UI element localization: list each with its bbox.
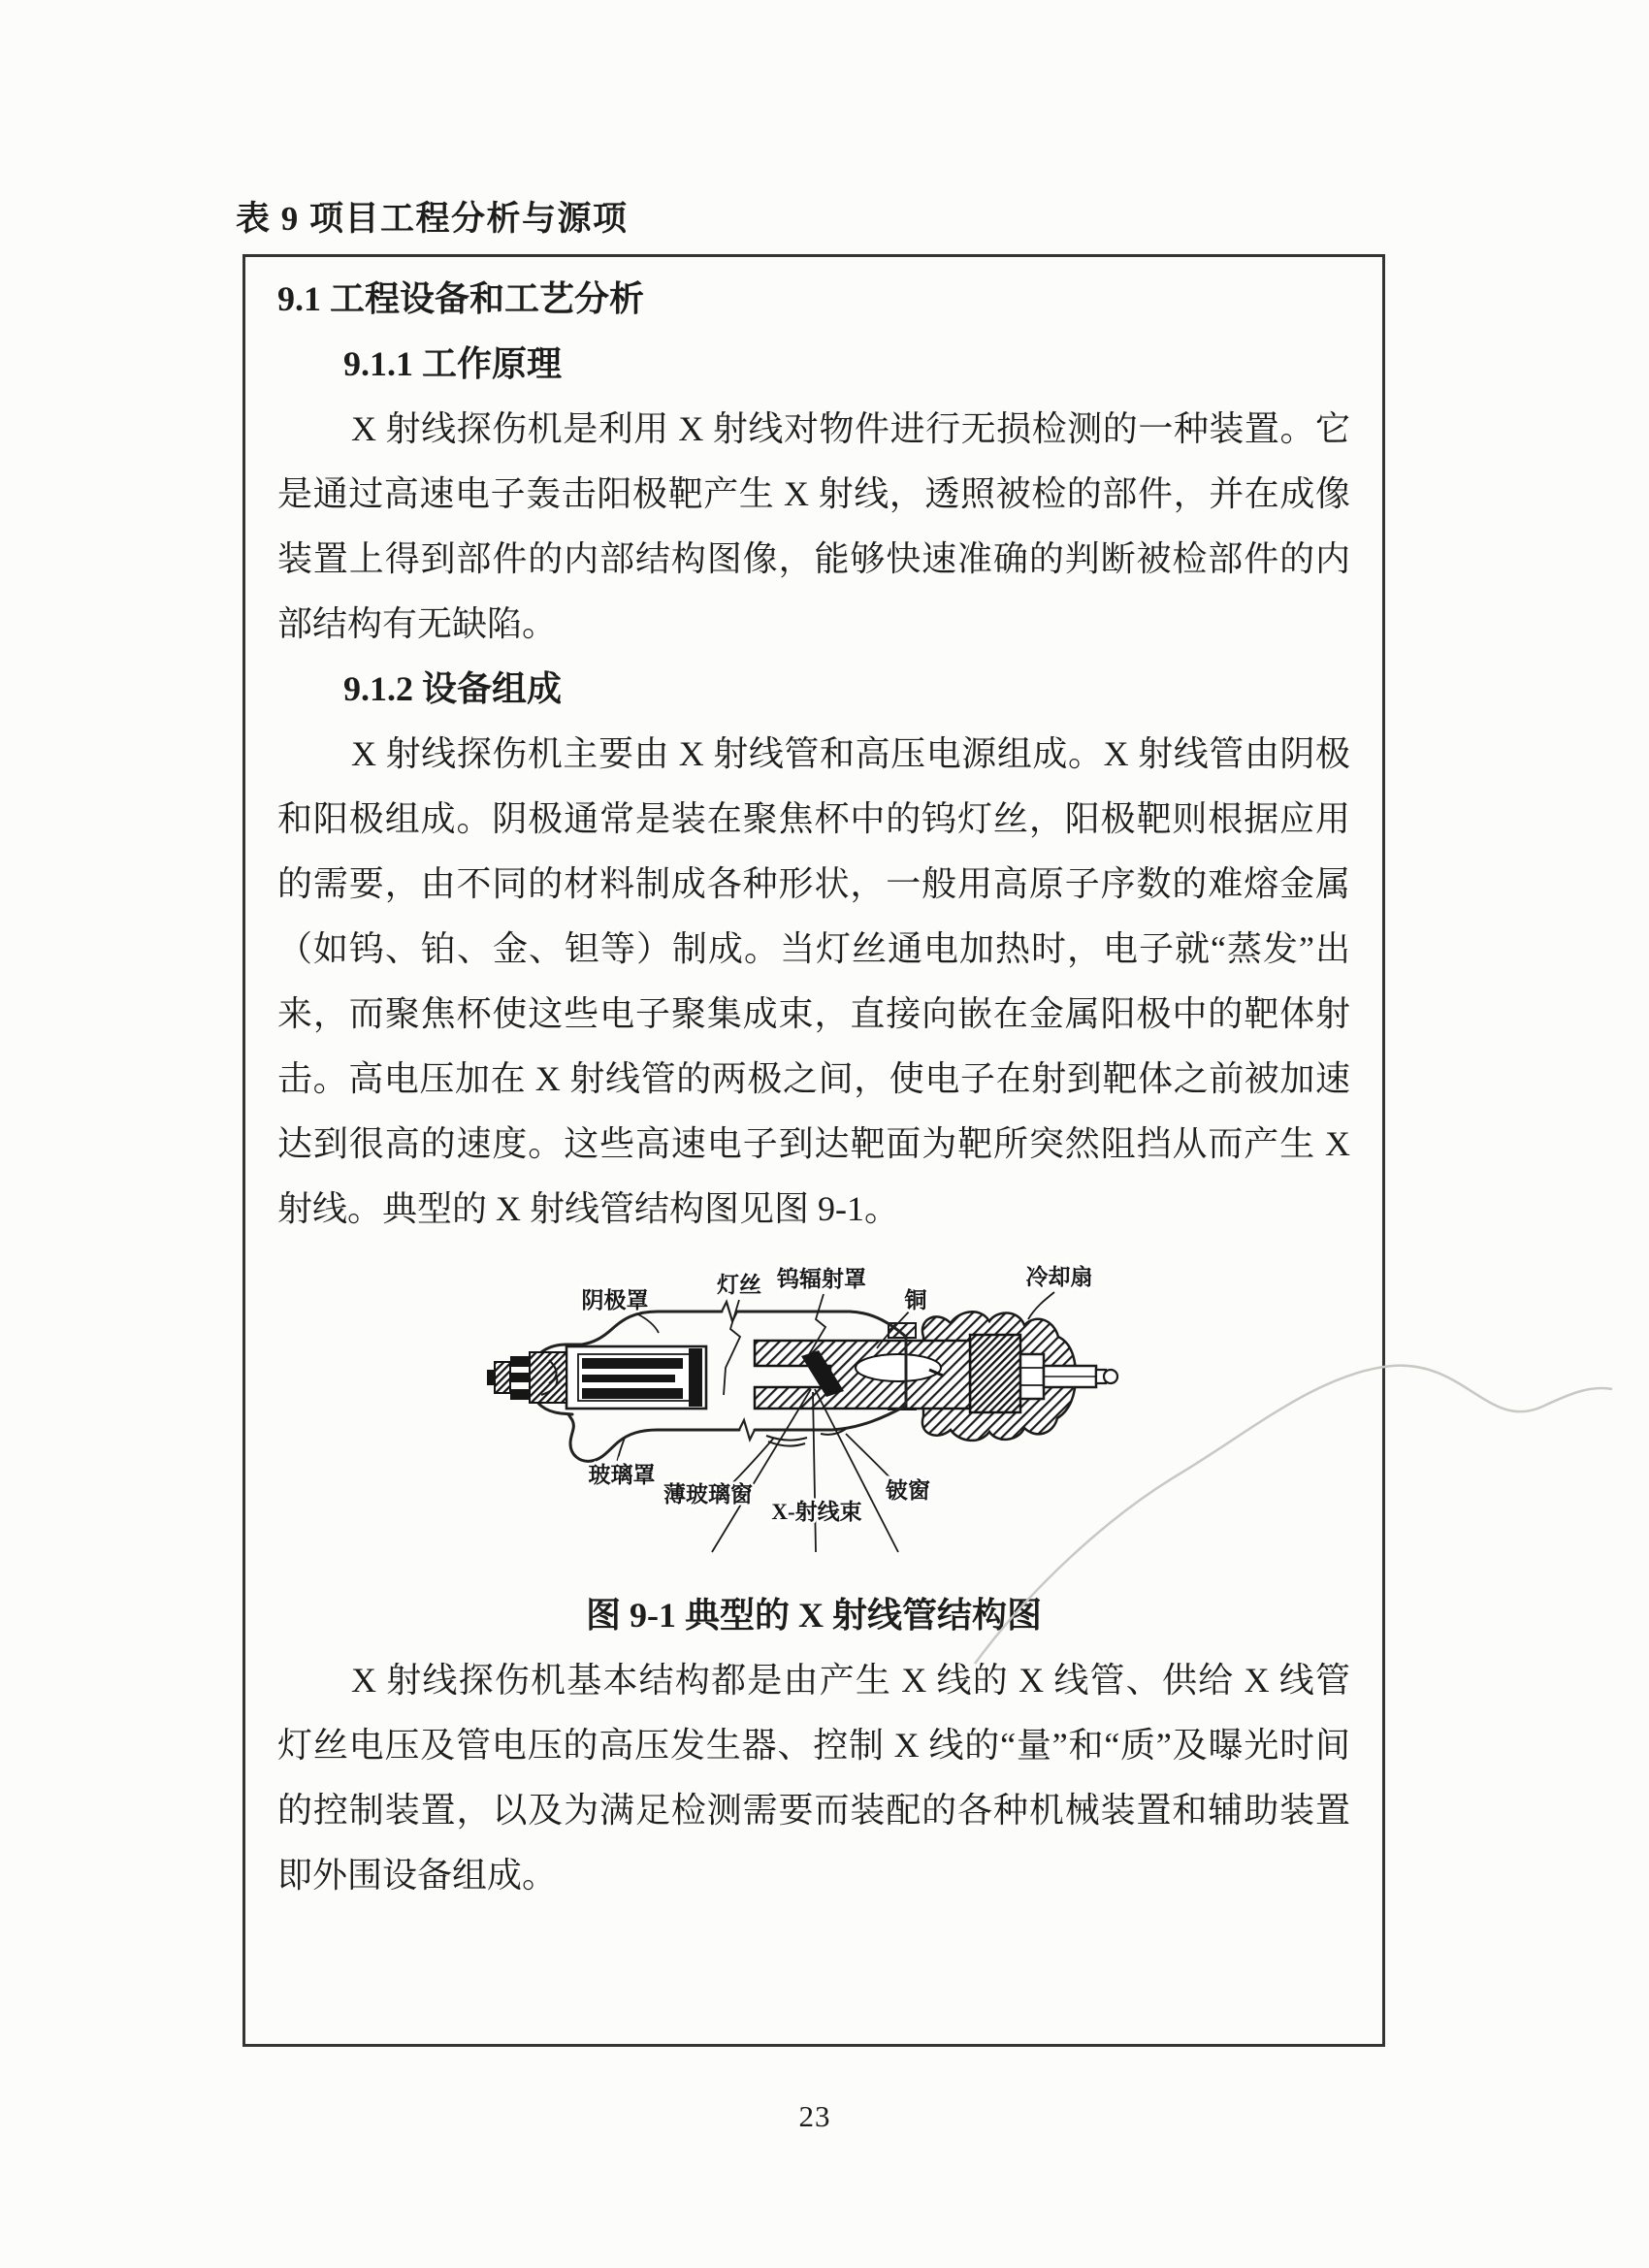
xray-tube-diagram <box>349 1244 1135 1583</box>
paragraph-equipment-composition: X 射线探伤机主要由 X 射线管和高压电源组成。X 射线管由阴极和阳极组成。阴极通常是装在聚焦杯中的钨灯丝，阳极靶则根据应用的需要，由不同的材料制成各种形状，一般用高原子序数的难熔金属（如钨、铂、金、钽等）制成。当灯丝通电加热时，电子就“蒸发”出来，而聚焦杯使这些电子聚集成束，直接向嵌在金属阳极中的靶体射击。高电压加在 X 射线管的两极之间，使电子在射到靶体之前被加速达到很高的速度。这些高速电子到达靶面为靶所突然阻挡从而产生 X 射线。典型的 X 射线管结构图见图 9-1。 <box>277 734 1350 1228</box>
label-filament: 灯丝 <box>717 1273 761 1297</box>
cathode-assembly-shape <box>487 1346 706 1409</box>
xray-beam-lines <box>712 1389 898 1552</box>
label-beryllium-window: 铍窗 <box>886 1478 930 1503</box>
paragraph-working-principle: X 射线探伤机是利用 X 射线对物件进行无损检测的一种装置。它是通过高速电子轰击阳极靶产生 X 射线，透照被检的部件，并在成像装置上得到部件的内部结构图像，能够快速准确的判断被检部件的内部结构有无缺陷。 <box>277 409 1350 643</box>
anode-cavity <box>856 1354 941 1381</box>
label-glass-cover: 玻璃罩 <box>588 1463 656 1487</box>
label-cooling-fan: 冷却扇 <box>1025 1265 1093 1289</box>
page-number: 23 <box>798 2099 831 2133</box>
label-copper: 铜 <box>904 1288 927 1312</box>
label-cathode-cover-icon: 阴极罩 <box>581 1288 649 1312</box>
break-squiggle-bottom <box>739 1420 755 1440</box>
content-box <box>242 254 1385 2047</box>
heading-9-1: 9.1 工程设备和工艺分析 <box>277 279 645 318</box>
heading-9-1-1: 9.1.1 工作原理 <box>343 344 563 383</box>
figure-caption: 图 9-1 典型的 X 射线管结构图 <box>586 1596 1042 1635</box>
doc-title: 表 9 项目工程分析与源项 <box>236 200 629 238</box>
label-xray-beam: X-射线束 <box>771 1500 862 1524</box>
heading-9-1-2: 9.1.2 设备组成 <box>343 669 563 708</box>
label-thin-glass-window: 薄玻璃窗 <box>663 1482 753 1507</box>
label-tungsten-shield: 钨辐射罩 <box>777 1267 866 1291</box>
figure-xray-tube <box>349 1244 1350 1583</box>
copper-block-shape <box>970 1335 1020 1412</box>
paragraph-basic-structure: X 射线探伤机基本结构都是由产生 X 线的 X 线管、供给 X 线管灯丝电压及管电压的高压发生器、控制 X 线的“量”和“质”及曝光时间的控制装置，以及为满足检测需要而装配的各种机械装置和辅助装置即外围设备组成。 <box>277 1661 1350 1895</box>
